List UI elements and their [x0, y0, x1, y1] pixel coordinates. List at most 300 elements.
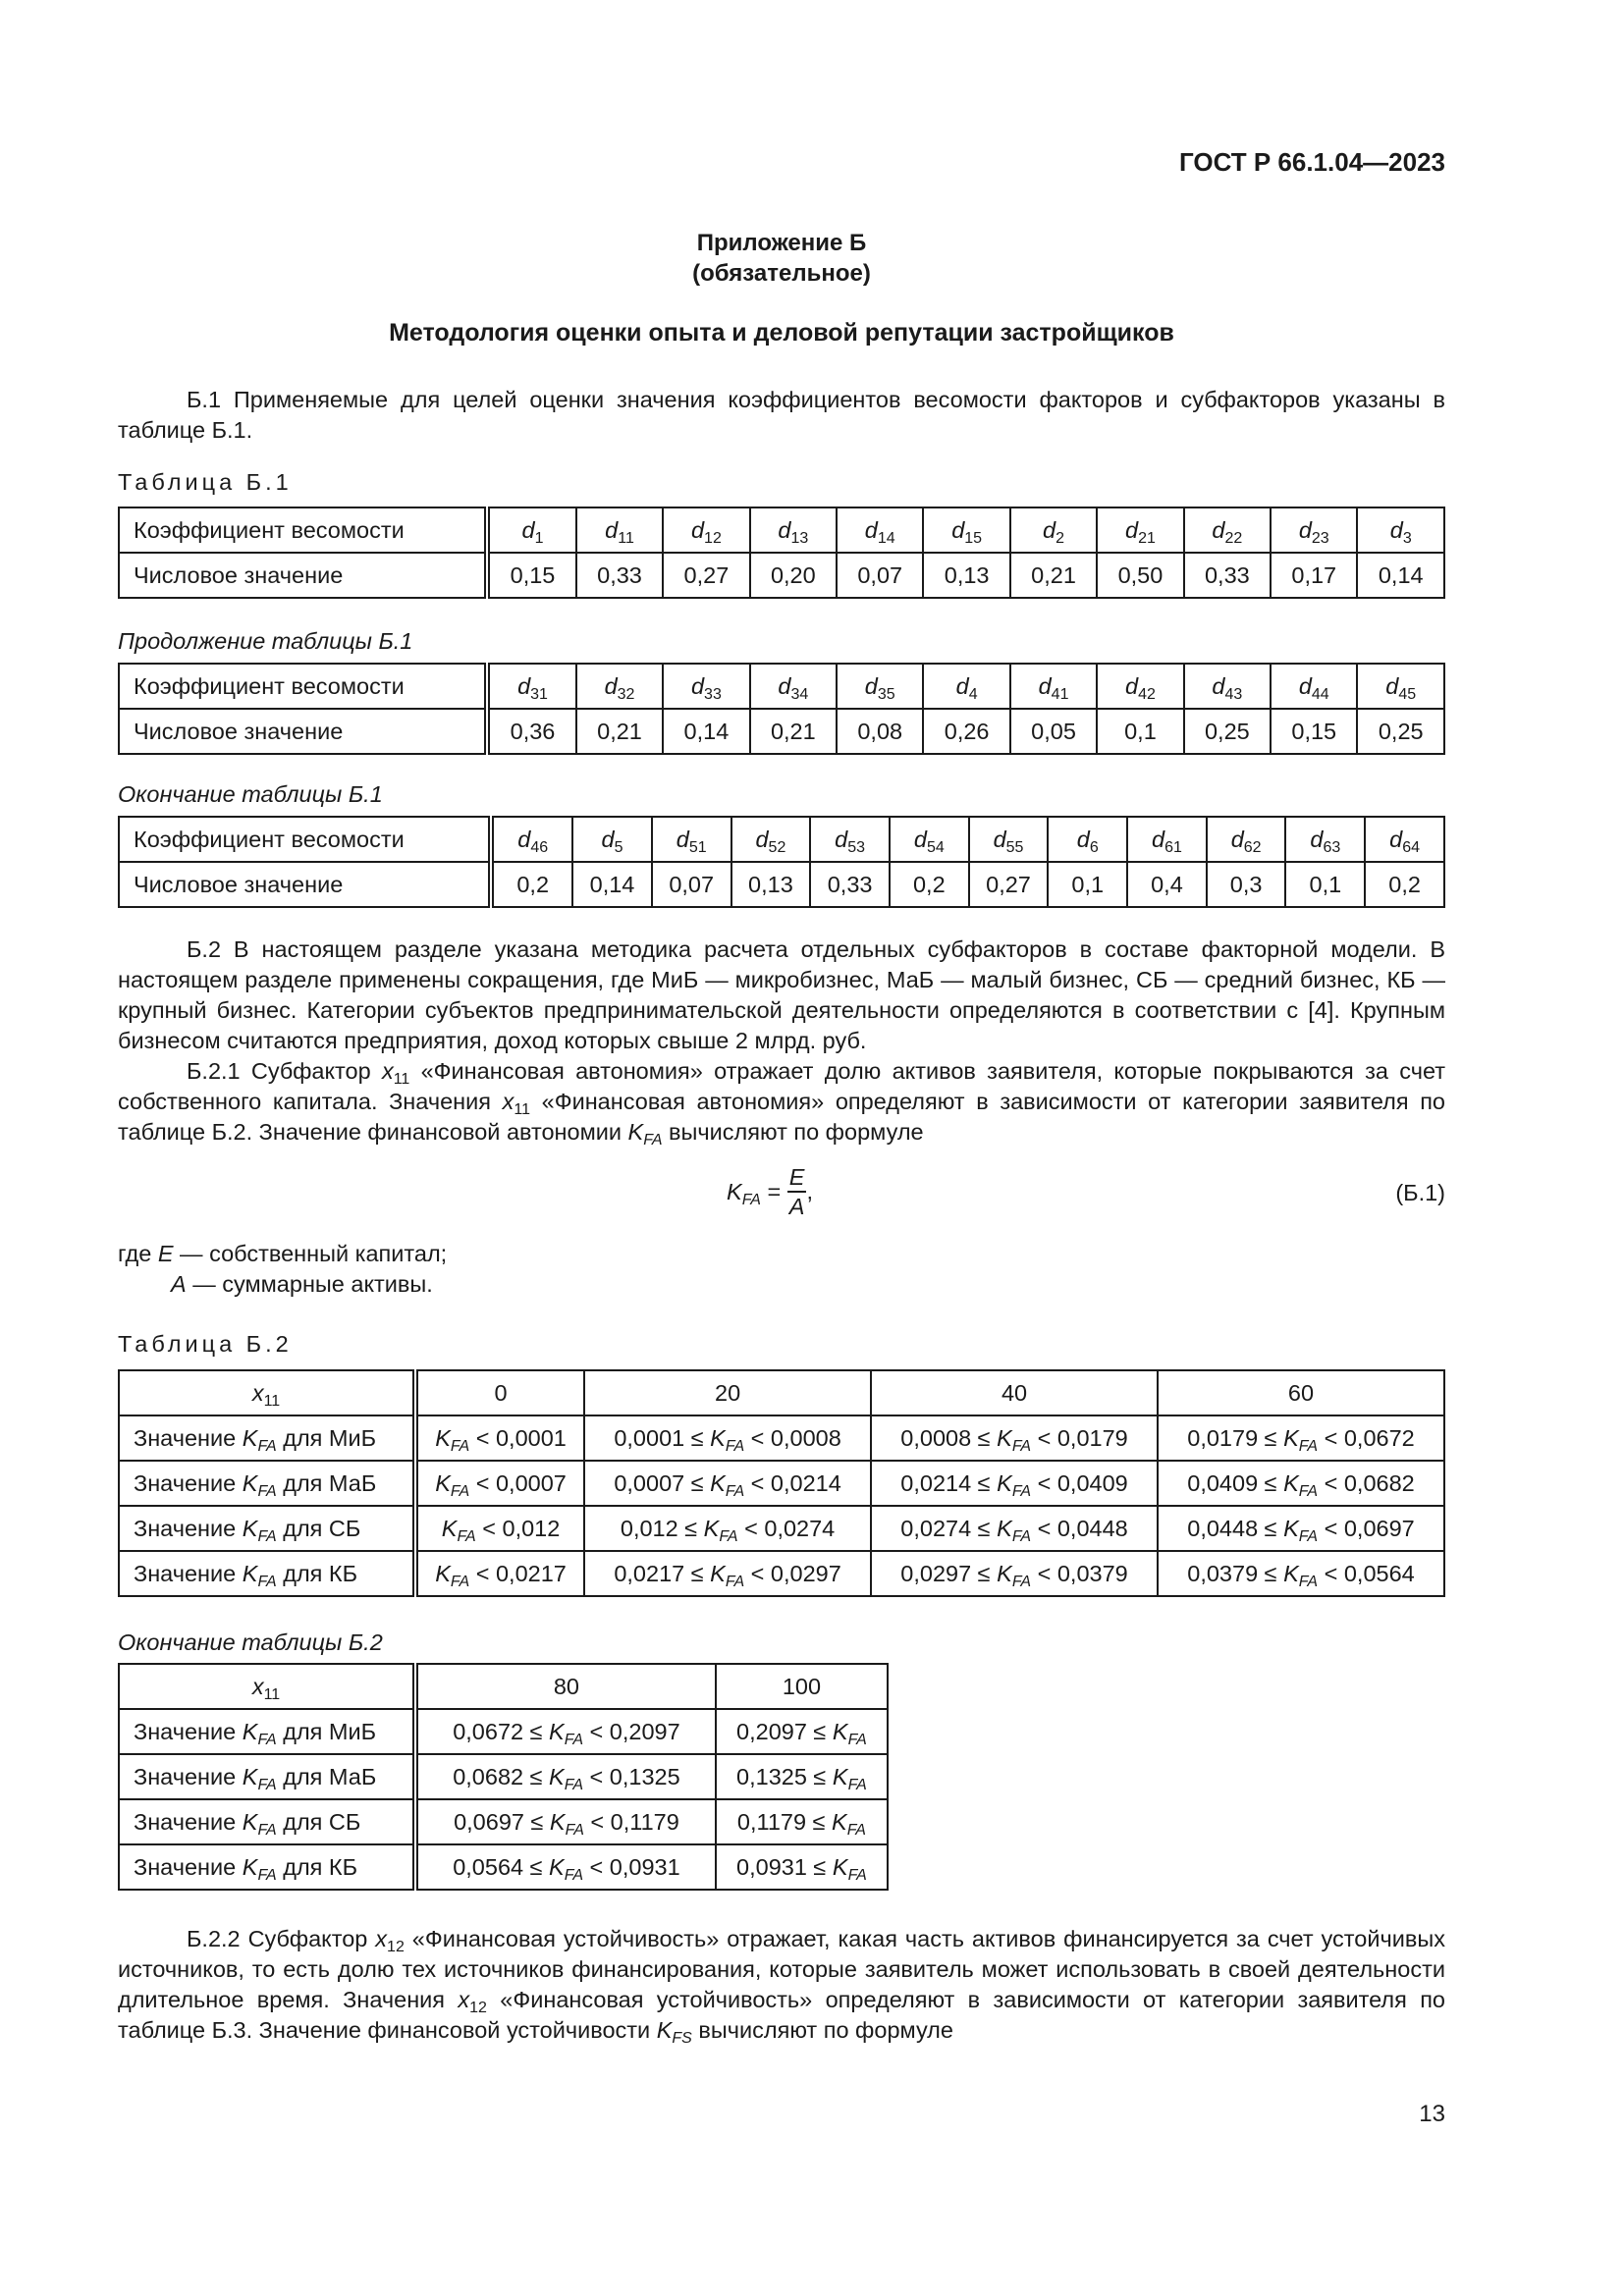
category-label: [119, 1551, 415, 1596]
coef-letter: d: [1043, 516, 1056, 543]
x11-header: [119, 1664, 415, 1709]
k-index: [719, 1528, 737, 1545]
k-index: [257, 1867, 276, 1884]
coef-value: 0,1: [1285, 862, 1365, 907]
bound-low: 0,0672 ≤: [453, 1718, 550, 1744]
coef-symbol: [652, 817, 731, 862]
score-header: 60: [1158, 1370, 1444, 1415]
bound-high: < 0,1179: [590, 1808, 679, 1835]
coef-symbol: [1010, 507, 1097, 553]
value-row-label: Числовое значение: [119, 553, 487, 598]
coef-symbol: [1097, 507, 1183, 553]
k-symbol: K: [1283, 1424, 1299, 1451]
bound-low: 0,0448 ≤: [1187, 1515, 1284, 1541]
k-symbol: K: [435, 1469, 451, 1496]
k-index: [726, 1574, 744, 1590]
k-index: [726, 1438, 744, 1455]
bound-high: < 0,0008: [750, 1424, 841, 1451]
coef-letter: d: [951, 516, 965, 543]
coef-value: 0,26: [923, 709, 1009, 754]
coef-index: 46: [530, 838, 549, 856]
k-index: [1299, 1574, 1318, 1590]
coef-value: 0,27: [969, 862, 1049, 907]
coef-index: 44: [1311, 685, 1329, 703]
k-symbol: K: [441, 1515, 458, 1541]
paragraph-b21: Б.2.1 Субфактор $x_{11}$ «Финансовая автономия» отражает долю активов заявителя, которые покрываются за счет собственного капитала. Значения $x_{11}$ «Финансовая автономия» определяют в зависимости от категории заявителя по таблице Б.2. Значение финансовой автономии $K_{FA}$ вычисляют по формуле: [118, 1058, 1445, 1148]
coef-letter: d: [778, 516, 791, 543]
coef-symbol: [1048, 817, 1127, 862]
coef-value: 0,2: [1365, 862, 1444, 907]
k-index-text: FA: [847, 1866, 867, 1884]
coef-index: 3: [1402, 529, 1412, 547]
label-prefix: Значение: [134, 1853, 243, 1880]
coef-symbol: [576, 507, 663, 553]
coef-symbol: [487, 664, 576, 709]
formula-expression: $K_{FA}$ = $\frac{E}{A}$ ,: [727, 1164, 813, 1219]
k-symbol: K: [710, 1424, 726, 1451]
k-index: [257, 1732, 276, 1748]
table-b1-part2: [118, 663, 1445, 755]
k-symbol: K: [242, 1469, 258, 1496]
k-index-text: FA: [1011, 1527, 1032, 1545]
k-index-text: FA: [565, 1821, 584, 1839]
range-cell: [415, 1709, 716, 1754]
coef-symbol: [572, 817, 652, 862]
coef-value: 0,05: [1010, 709, 1097, 754]
coef-symbol: [1184, 664, 1271, 709]
k-index: [1299, 1528, 1318, 1545]
x-symbol: x: [251, 1379, 264, 1406]
coef-letter: d: [864, 516, 878, 543]
coef-letter: d: [913, 826, 927, 852]
label-prefix: Значение: [134, 1469, 243, 1496]
range-cell: [1158, 1415, 1444, 1461]
bound-low: 0,0007 ≤: [614, 1469, 711, 1496]
bound-high: < 0,0564: [1324, 1560, 1415, 1586]
k-index-text: FA: [1011, 1573, 1032, 1590]
coef-letter: d: [605, 516, 619, 543]
coef-letter: d: [1125, 672, 1139, 699]
range-cell: [871, 1506, 1158, 1551]
k-symbol: K: [242, 1808, 258, 1835]
legend-e: где E — собственный капитал;: [118, 1241, 448, 1266]
k-index-text: FA: [847, 1776, 867, 1793]
coef-value: 0,14: [663, 709, 749, 754]
bound-low: 0,0008 ≤: [900, 1424, 998, 1451]
legend-a: A — суммарные активы.: [171, 1271, 433, 1297]
k-symbol: K: [242, 1560, 258, 1586]
coef-letter: d: [1212, 672, 1225, 699]
k-index-text: FA: [257, 1527, 277, 1545]
coef-value: 0,25: [1184, 709, 1271, 754]
x-index: 11: [263, 1685, 281, 1703]
range-cell: [584, 1551, 871, 1596]
coef-value: 0,20: [750, 553, 837, 598]
k-symbol: K: [997, 1515, 1012, 1541]
coef-letter: d: [755, 826, 769, 852]
bound-high: < 0,0274: [744, 1515, 836, 1541]
k-index: [457, 1528, 475, 1545]
coef-index: 22: [1224, 529, 1243, 547]
coef-index: 62: [1243, 838, 1262, 856]
coef-letter: d: [517, 826, 531, 852]
category-row: [119, 1415, 1444, 1461]
k-symbol: K: [997, 1424, 1012, 1451]
coef-letter: d: [955, 672, 969, 699]
bound-high: < 0,0682: [1324, 1469, 1415, 1496]
k-index: [257, 1483, 276, 1500]
k-symbol: K: [242, 1853, 258, 1880]
coef-index: 55: [1005, 838, 1024, 856]
coef-letter: d: [1310, 826, 1324, 852]
k-index: [565, 1732, 583, 1748]
coef-value: 0,1: [1048, 862, 1127, 907]
coef-index: 34: [790, 685, 809, 703]
bound-low: 0,0297 ≤: [900, 1560, 998, 1586]
category-label: [119, 1844, 415, 1890]
range-cell: [584, 1415, 871, 1461]
category-label: [119, 1461, 415, 1506]
bound-high: < 0,0214: [750, 1469, 841, 1496]
coef-index: 51: [688, 838, 707, 856]
label-mid: для: [276, 1808, 329, 1835]
k-symbol: K: [710, 1469, 726, 1496]
coef-index: 35: [877, 685, 895, 703]
k-index: [848, 1867, 867, 1884]
table-b1-end-caption: Окончание таблицы Б.1: [118, 781, 383, 807]
label-prefix: Значение: [134, 1424, 243, 1451]
k-index-text: FA: [457, 1527, 476, 1545]
range-cell: [415, 1799, 716, 1844]
bound-low: 0,0409 ≤: [1187, 1469, 1284, 1496]
range-cell: [871, 1551, 1158, 1596]
k-index: [1012, 1483, 1031, 1500]
formula-number: (Б.1): [1395, 1180, 1445, 1205]
k-index-text: FA: [257, 1437, 277, 1455]
table-b2-end: [118, 1663, 889, 1891]
table-b1-caption: Таблица Б.1: [118, 469, 293, 495]
coef-value: 0,13: [923, 553, 1009, 598]
coef-symbol: [1271, 507, 1357, 553]
k-symbol: K: [242, 1515, 258, 1541]
paragraph-b22: Б.2.2 Субфактор $x_{12}$ «Финансовая устойчивость» отражает, какая часть активов финансируется за счет устойчивых источников, то есть долю тех источников финансирования, которые заявитель может использовать в своей деятельности длительное время. Значения $x_{12}$ «Финансовая устойчивость» определяют в зависимости от категории заявителя по таблице Б.3. Значение финансовой устойчивости $K_{FS}$ вычисляют по формуле: [118, 1926, 1445, 2047]
x-index: 11: [263, 1392, 281, 1410]
coef-letter: d: [690, 516, 705, 543]
category-row: [119, 1844, 888, 1890]
coef-value: 0,33: [810, 862, 890, 907]
coef-index: 2: [1056, 529, 1065, 547]
document-code: ГОСТ Р 66.1.04—2023: [1178, 147, 1445, 177]
k-index: [848, 1777, 867, 1793]
coef-symbol: [731, 817, 811, 862]
coef-symbol: [1357, 507, 1444, 553]
bound-low: 0,0179 ≤: [1187, 1424, 1284, 1451]
coef-value: 0,25: [1357, 709, 1444, 754]
paragraph-b1: Б.1 Применяемые для целей оценки значения коэффициентов весомости факторов и субфакторов указаны в таблице Б.1.: [118, 387, 1445, 443]
coef-letter: d: [993, 826, 1006, 852]
bound-low: 0,0217 ≤: [614, 1560, 711, 1586]
score-header: 80: [415, 1664, 716, 1709]
coef-symbol: [1207, 817, 1286, 862]
table-b1-part3: [118, 816, 1445, 908]
coef-symbol: [487, 507, 576, 553]
label-prefix: Значение: [134, 1515, 243, 1541]
k-index-text: FA: [725, 1482, 745, 1500]
k-symbol: K: [1283, 1560, 1299, 1586]
category-label: [119, 1506, 415, 1551]
k-index-text: FA: [1011, 1482, 1032, 1500]
coef-row: [119, 507, 1444, 553]
coef-symbol: [1365, 817, 1444, 862]
category-label: [119, 1754, 415, 1799]
k-symbol: K: [832, 1718, 848, 1744]
k-index-text: FA: [846, 1821, 866, 1839]
k-index-text: FA: [719, 1527, 738, 1545]
k-symbol: K: [710, 1560, 726, 1586]
range-cell: [871, 1415, 1158, 1461]
coef-index: 1: [534, 529, 544, 547]
k-index-text: FA: [1298, 1527, 1319, 1545]
range-cell: [415, 1415, 584, 1461]
k-symbol: K: [1283, 1515, 1299, 1541]
bound-high: < 0,0379: [1037, 1560, 1128, 1586]
coef-symbol: [890, 817, 969, 862]
category-name: МиБ: [328, 1424, 377, 1451]
bound-low: 0,0931 ≤: [736, 1853, 833, 1880]
score-header: 100: [716, 1664, 888, 1709]
category-name: МиБ: [328, 1718, 377, 1744]
fraction: $\frac{E}{A}$: [788, 1164, 805, 1219]
score-header: 20: [584, 1370, 871, 1415]
coef-value: 0,36: [487, 709, 576, 754]
bound-high: < 0,0448: [1037, 1515, 1128, 1541]
range-cell: [584, 1461, 871, 1506]
coef-row: [119, 817, 1444, 862]
label-mid: для: [276, 1560, 329, 1586]
category-label: [119, 1799, 415, 1844]
bound-low: 0,0001 ≤: [614, 1424, 711, 1451]
range-cell: [415, 1551, 584, 1596]
k-index-text: FA: [564, 1866, 583, 1884]
coef-index: 43: [1224, 685, 1243, 703]
coef-index: 61: [1164, 838, 1182, 856]
coef-letter: d: [1298, 516, 1312, 543]
section-title: Методология оценки опыта и деловой репутации застройщиков: [389, 319, 1174, 347]
k-index: [848, 1732, 867, 1748]
coef-letter: d: [601, 826, 615, 852]
bound-high: < 0,1325: [589, 1763, 680, 1789]
k-index: [257, 1777, 276, 1793]
k-index-text: FA: [564, 1776, 583, 1793]
k-index-text: FA: [847, 1731, 867, 1748]
x-symbol: x: [251, 1673, 264, 1699]
category-label: [119, 1415, 415, 1461]
k-index: [451, 1438, 469, 1455]
k-index: [726, 1483, 744, 1500]
coef-symbol: [576, 664, 663, 709]
range-cell: [415, 1844, 716, 1890]
coef-value: 0,13: [731, 862, 811, 907]
score-header: 40: [871, 1370, 1158, 1415]
coef-letter: d: [864, 672, 878, 699]
coef-index: 31: [530, 685, 548, 703]
value-row-label: Числовое значение: [119, 862, 491, 907]
coef-value: 0,33: [1184, 553, 1271, 598]
coef-symbol: [491, 817, 572, 862]
k-index: [1012, 1574, 1031, 1590]
k-index-text: FA: [1298, 1573, 1319, 1590]
k-symbol: K: [832, 1853, 848, 1880]
coef-symbol: [1097, 664, 1183, 709]
category-name: МаБ: [328, 1469, 377, 1496]
range-cell: [716, 1754, 888, 1799]
k-symbol: K: [242, 1763, 258, 1789]
x11-header: [119, 1370, 415, 1415]
coef-letter: d: [1212, 516, 1225, 543]
coef-value: 0,14: [1357, 553, 1444, 598]
range-cell: [1158, 1461, 1444, 1506]
coef-symbol: [750, 507, 837, 553]
label-mid: для: [276, 1515, 329, 1541]
coef-symbol: [1010, 664, 1097, 709]
coef-symbol: [923, 664, 1009, 709]
bound-high: < 0,0007: [475, 1469, 567, 1496]
bound-low: 0,0697 ≤: [454, 1808, 550, 1835]
coef-value: 0,14: [572, 862, 652, 907]
coef-value: 0,07: [652, 862, 731, 907]
coef-index: 63: [1323, 838, 1341, 856]
k-symbol: K: [549, 1718, 565, 1744]
coef-symbol: [969, 817, 1049, 862]
coef-value: 0,17: [1271, 553, 1357, 598]
table-b1-part1: [118, 507, 1445, 599]
appendix-heading: [118, 228, 1445, 289]
label-mid: для: [276, 1469, 329, 1496]
coef-symbol: [1271, 664, 1357, 709]
k-index: [257, 1528, 276, 1545]
table-b2-caption: Таблица Б.2: [118, 1331, 293, 1357]
coef-value: 0,21: [576, 709, 663, 754]
coef-value: 0,50: [1097, 553, 1183, 598]
bound-high: < 0,012: [482, 1515, 561, 1541]
k-symbol: K: [435, 1424, 451, 1451]
value-row-label: Числовое значение: [119, 709, 487, 754]
value-row: [119, 862, 1444, 907]
k-index-text: FA: [257, 1482, 277, 1500]
coef-value: 0,33: [576, 553, 663, 598]
k-index: [257, 1438, 276, 1455]
k-symbol: K: [832, 1763, 848, 1789]
formula-b1: [118, 1163, 1445, 1232]
coef-row-label: Коэффициент весомости: [119, 664, 487, 709]
k-symbol: K: [703, 1515, 720, 1541]
k-index-text: FA: [725, 1437, 745, 1455]
k-index: [1012, 1528, 1031, 1545]
coef-index: 4: [968, 685, 978, 703]
range-cell: [584, 1506, 871, 1551]
bound-low: 0,2097 ≤: [736, 1718, 833, 1744]
coef-letter: d: [690, 672, 705, 699]
bound-low: 0,0214 ≤: [900, 1469, 998, 1496]
k-index: [565, 1777, 583, 1793]
table-b1-cont-caption: Продолжение таблицы Б.1: [118, 628, 413, 654]
coef-value: 0,07: [837, 553, 923, 598]
bound-high: < 0,0409: [1037, 1469, 1128, 1496]
formula-legend: [118, 1239, 1445, 1300]
category-row: [119, 1506, 1444, 1551]
k-index-text: FA: [1298, 1482, 1319, 1500]
header-row: [119, 1664, 888, 1709]
bound-high: < 0,0931: [589, 1853, 680, 1880]
bound-high: < 0,0297: [750, 1560, 841, 1586]
range-cell: [415, 1506, 584, 1551]
value-row: [119, 709, 1444, 754]
k-index-text: FA: [1298, 1437, 1319, 1455]
k-index-text: FA: [450, 1437, 470, 1455]
bound-low: 0,012 ≤: [620, 1515, 704, 1541]
coef-letter: d: [604, 672, 618, 699]
coef-symbol: [750, 664, 837, 709]
k-index-text: FA: [257, 1776, 277, 1793]
k-index-text: FA: [1011, 1437, 1032, 1455]
k-symbol: K: [832, 1808, 847, 1835]
bound-low: 0,0682 ≤: [453, 1763, 550, 1789]
coef-value: 0,4: [1127, 862, 1207, 907]
k-index-text: FA: [450, 1482, 470, 1500]
coef-index: 42: [1138, 685, 1156, 703]
k-symbol: K: [997, 1469, 1012, 1496]
k-index-text: FA: [257, 1731, 277, 1748]
coef-symbol: [1184, 507, 1271, 553]
range-cell: [415, 1754, 716, 1799]
coef-letter: d: [1230, 826, 1244, 852]
coef-index: 14: [877, 529, 895, 547]
coef-symbol: [1127, 817, 1207, 862]
header-row: [119, 1370, 1444, 1415]
bound-high: < 0,0672: [1324, 1424, 1415, 1451]
score-header: 0: [415, 1370, 584, 1415]
category-name: СБ: [328, 1808, 361, 1835]
k-index: [565, 1867, 583, 1884]
label-prefix: Значение: [134, 1560, 243, 1586]
table-b2: [118, 1369, 1445, 1597]
bound-high: < 0,0001: [475, 1424, 567, 1451]
bound-high: < 0,0179: [1037, 1424, 1128, 1451]
value-row: [119, 553, 1444, 598]
range-cell: [716, 1799, 888, 1844]
k-index-text: FA: [450, 1573, 470, 1590]
range-cell: [1158, 1506, 1444, 1551]
coef-symbol: [837, 507, 923, 553]
coef-index: 12: [704, 529, 722, 547]
category-name: МаБ: [328, 1763, 377, 1789]
bound-low: 0,0564 ≤: [453, 1853, 550, 1880]
coef-value: 0,1: [1097, 709, 1183, 754]
coef-index: 53: [847, 838, 866, 856]
coef-index: 11: [618, 529, 634, 547]
category-row: [119, 1461, 1444, 1506]
category-row: [119, 1799, 888, 1844]
coef-letter: d: [676, 826, 689, 852]
label-prefix: Значение: [134, 1763, 243, 1789]
coef-symbol: [1357, 664, 1444, 709]
coef-row-label: Коэффициент весомости: [119, 507, 487, 553]
coef-letter: d: [1298, 672, 1312, 699]
label-mid: для: [276, 1853, 329, 1880]
k-index: [257, 1574, 276, 1590]
coef-value: 0,21: [750, 709, 837, 754]
k-index-text: FA: [257, 1573, 277, 1590]
